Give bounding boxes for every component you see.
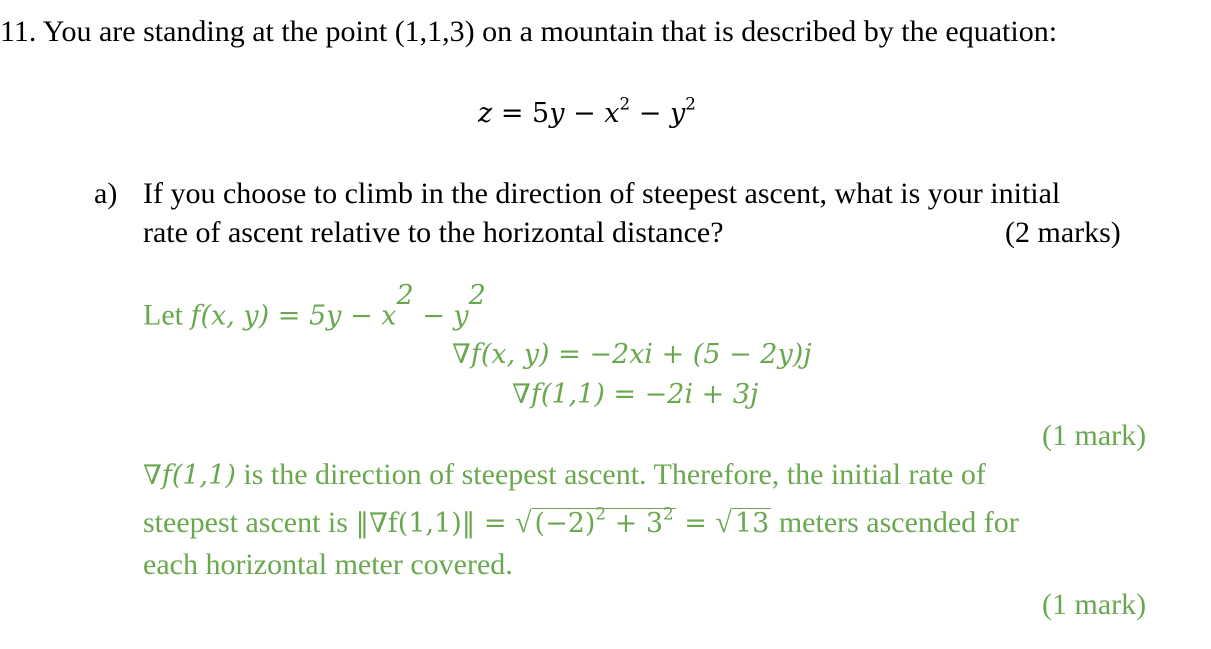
sqrt-expression: $(-2)^2 + 3^2$ (532, 508, 676, 539)
part-a-label: a) (94, 177, 118, 210)
part-a-question-line2: rate of ascent relative to the horizontal distance? (143, 216, 724, 249)
mark-1: (1 mark) (1042, 419, 1147, 452)
part-a-question-line1: If you choose to climb in the direction of steepest ascent, what is your initial (143, 177, 1061, 210)
solution-let-line: Let f(x, $y) = 5y - x^2 - y^2$ (143, 280, 486, 332)
part-a-marks: (2 marks) (1005, 216, 1121, 249)
sqrt-13: 13 (732, 508, 771, 539)
question-line (0, 14, 1057, 50)
solution-conclusion-line3: each horizontal meter covered. (143, 548, 513, 581)
mountain-equation: $z = 5y - x^2 - y^2$ (478, 93, 696, 129)
gradient-formula: ∇f(x, y) = −2xi + (5 − 2y)j (452, 339, 812, 370)
question-number: 11. (0, 15, 37, 48)
question-text: You are standing at the point (1,1,3) on a mountain that is described by the equation: (42, 15, 1058, 48)
solution-conclusion-line1: ∇f(1,1) is the direction of steepest ascent. Therefore, the initial rate of (143, 458, 986, 491)
gradient-at-point: ∇f(1,1) = −2i + 3j (512, 379, 759, 410)
mark-2: (1 mark) (1042, 588, 1147, 621)
solution-conclusion-line2: steepest ascent is ‖∇f(1,1)‖ = √ $(-2)^2 + 3^2$ = √ 13 meters ascended for (143, 503, 1019, 539)
